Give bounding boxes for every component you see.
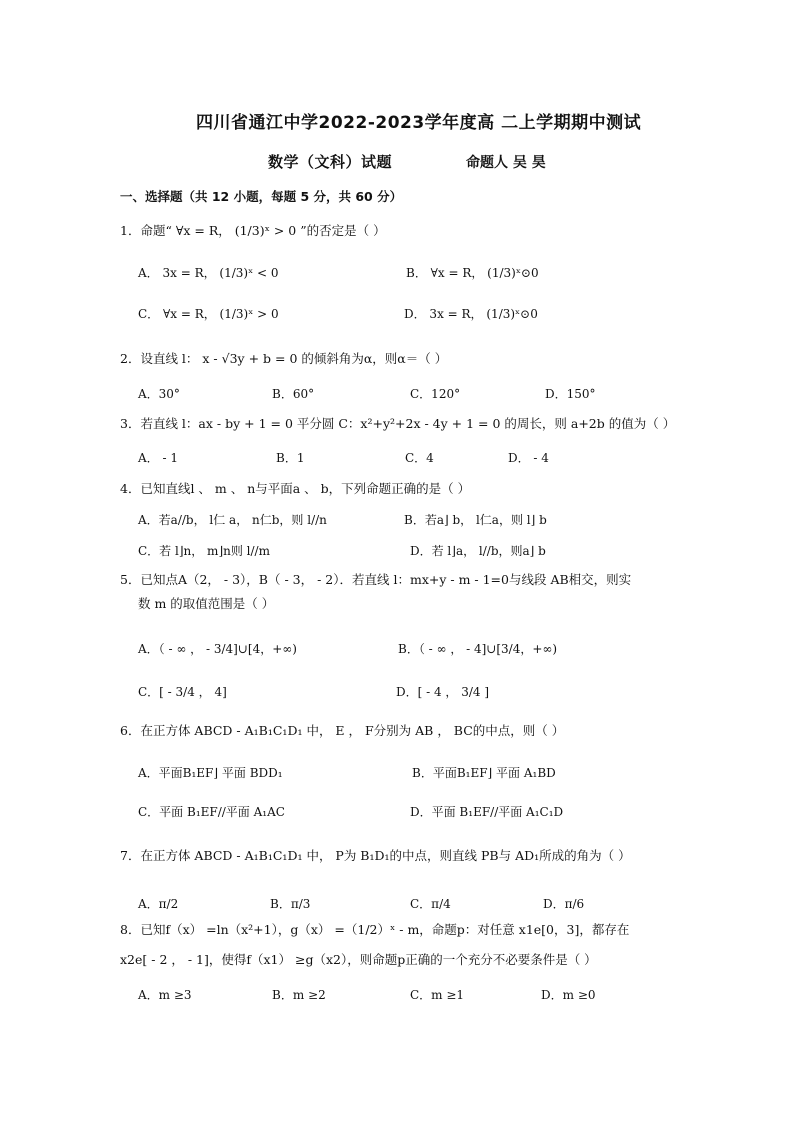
question-6-option-c: C．平面 B₁EF//平面 A₁AC <box>138 805 285 819</box>
question-7-option-b: B．π/3 <box>270 897 311 911</box>
question-4-option-d: D．若 l⌋a， l//b，则a⌋ b <box>410 544 546 558</box>
question-3-option-d: D． - 4 <box>508 451 549 465</box>
question-8-stem: 8．已知f（x） =ln（x²+1），g（x） =（1/2）ˣ - m，命题p：对任意 x1e[0，3]，都存在 <box>120 922 630 937</box>
question-5-stem: 5．已知点A（2， - 3），B（ - 3， - 2）．若直线 l：mx+y - m - 1=0与线段 AB相交，则实 <box>120 572 632 587</box>
question-8-stem-continued: x2e[ - 2 ， - 1]，使得f（x1） ≥g（x2），则命题p正确的一个充分不必要条件是（ ） <box>120 952 597 967</box>
question-8-option-c: C．m ≥1 <box>410 988 465 1002</box>
question-2-option-c: C．120° <box>410 387 461 401</box>
question-8-option-d: D．m ≥0 <box>541 988 596 1002</box>
question-5-stem-continued: 数 m 的取值范围是（ ） <box>138 596 275 611</box>
question-3-option-a: A． - 1 <box>138 451 178 465</box>
question-8-option-b: B．m ≥2 <box>272 988 326 1002</box>
question-1-option-d: D． 3x = R， (1/3)ˣ⊙0 <box>404 307 538 321</box>
question-6-option-b: B．平面B₁EF⌋ 平面 A₁BD <box>412 766 556 780</box>
question-5-option-b: B．（ - ∞ ， - 4]∪[3/4，+∞) <box>398 642 558 656</box>
question-5-option-c: C．[ - 3/4 ， 4] <box>138 685 227 699</box>
question-4-stem: 4．已知直线l 、 m 、 n与平面a 、 b，下列命题正确的是（ ） <box>120 481 471 496</box>
question-1-option-b: B． ∀x = R， (1/3)ˣ⊙0 <box>406 266 539 280</box>
question-3-option-c: C．4 <box>405 451 434 465</box>
question-3-stem: 3．若直线 l：ax - by + 1 = 0 平分圆 C：x²+y²+2x - 4y + 1 = 0 的周长，则 a+2b 的值为（ ） <box>120 416 676 431</box>
question-7-option-d: D．π/6 <box>543 897 585 911</box>
question-1-option-a: A． 3x = R， (1/3)ˣ < 0 <box>138 266 279 280</box>
question-7-option-a: A．π/2 <box>138 897 179 911</box>
question-7-stem: 7．在正方体 ABCD - A₁B₁C₁D₁ 中， P为 B₁D₁的中点，则直线 PB与 AD₁所成的角为（ ） <box>120 848 631 863</box>
question-1-option-c: C． ∀x = R， (1/3)ˣ > 0 <box>138 307 279 321</box>
question-6-stem: 6．在正方体 ABCD - A₁B₁C₁D₁ 中， E ， F分别为 AB ， BC的中点，则（ ） <box>120 723 565 738</box>
question-4-option-b: B．若a⌋ b， l仁a，则 l⌋ b <box>404 513 547 527</box>
question-2-stem: 2．设直线 l： x - √3y + b = 0 的倾斜角为α，则α＝（ ） <box>120 351 448 366</box>
question-6-option-a: A．平面B₁EF⌋ 平面 BDD₁ <box>138 766 283 780</box>
question-5-option-a: A．（ - ∞ ， - 3/4]∪[4，+∞) <box>138 642 297 656</box>
question-6-option-d: D．平面 B₁EF//平面 A₁C₁D <box>410 805 564 819</box>
question-2-option-b: B．60° <box>272 387 315 401</box>
question-7-option-c: C．π/4 <box>410 897 451 911</box>
question-2-option-d: D．150° <box>545 387 596 401</box>
question-3-option-b: B．1 <box>276 451 305 465</box>
page-title: 四川省通江中学2022-2023学年度高 二上学期期中测试 <box>196 113 642 133</box>
question-1-stem: 1．命题“ ∀x = R， (1/3)ˣ > 0 ”的否定是（ ） <box>120 223 386 238</box>
section-heading: 一、选择题（共 12 小题，每题 5 分，共 60 分） <box>120 189 403 204</box>
question-8-option-a: A．m ≥3 <box>138 988 192 1002</box>
author-line: 命题人 吴 昊 <box>466 155 546 171</box>
page-subtitle: 数学（文科）试题 <box>268 153 393 171</box>
question-4-option-a: A．若a//b， l仁 a， n仁b，则 l//n <box>138 513 327 527</box>
question-4-option-c: C．若 l⌋n， m⌋n则 l//m <box>138 544 270 558</box>
question-2-option-a: A．30° <box>138 387 180 401</box>
question-5-option-d: D．[ - 4 ， 3/4 ] <box>396 685 490 699</box>
